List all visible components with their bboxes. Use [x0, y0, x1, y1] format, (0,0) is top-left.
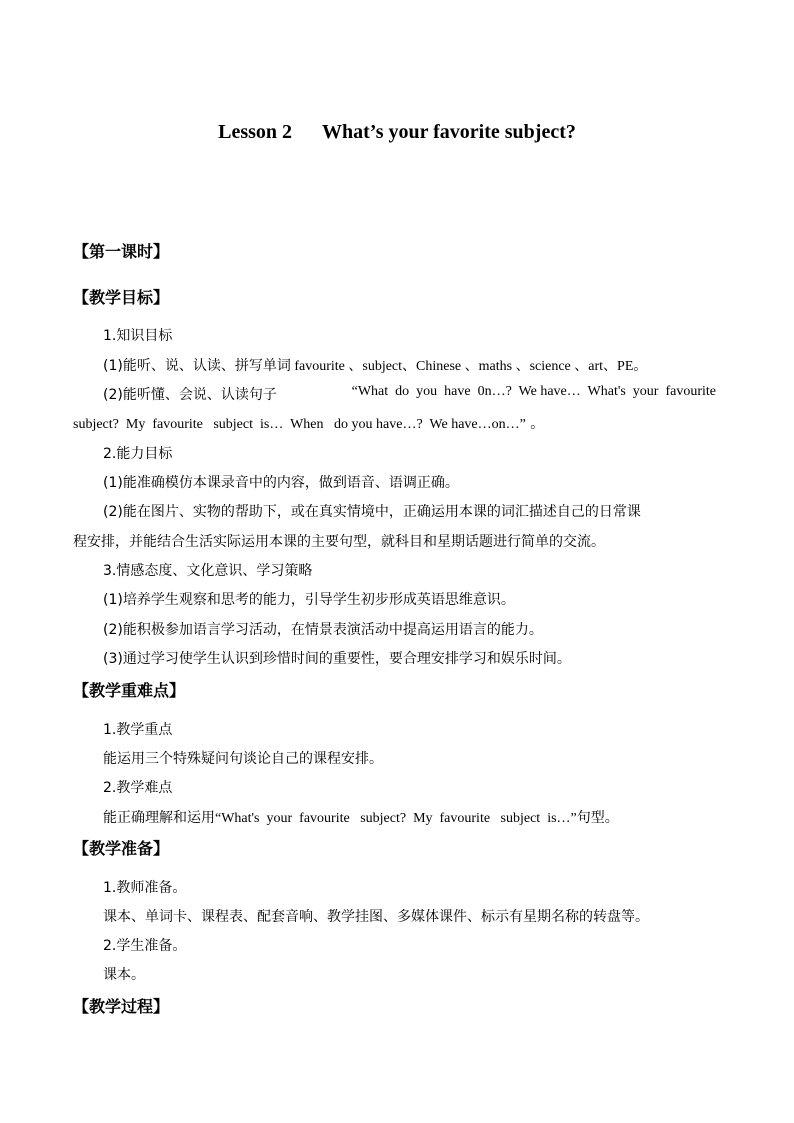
difficulty-prefix: 能正确理解和运用 [103, 810, 215, 826]
difficulty-end: 句型。 [576, 810, 619, 826]
difficulty-english: “What's your favourite subject? My favourite subject is…” [215, 811, 577, 826]
ability-item-2-line-1: (2)能在图片、实物的帮助下，或在真实情境中，正确运用本课的词汇描述自己的日常课 [103, 504, 641, 520]
knowledge-item-2-end: 。 [525, 416, 545, 432]
knowledge-item-1-end: 。 [633, 358, 648, 374]
knowledge-item-2-line-2 [73, 413, 544, 433]
focus-text: 能运用三个特殊疑问句谈论自己的课程安排。 [103, 751, 383, 767]
knowledge-item-1 [103, 355, 647, 375]
page-title [0, 121, 794, 144]
emotion-heading: 3.情感态度、文化意识、学习策略 [103, 563, 313, 579]
emotion-item-3: (3)通过学习使学生认识到珍惜时间的重要性，要合理安排学习和娱乐时间。 [103, 651, 571, 667]
knowledge-item-1-prefix: (1)能听、说、认读、拼写单词 [103, 358, 291, 374]
ability-heading: 2.能力目标 [103, 446, 173, 462]
emotion-item-2: (2)能积极参加语言学习活动，在情景表演活动中提高运用语言的能力。 [103, 622, 543, 638]
student-prep-heading: 2.学生准备。 [103, 938, 187, 954]
section-key-points: 【教学重难点】 [73, 681, 186, 700]
focus-heading: 1.教学重点 [103, 722, 173, 738]
teacher-prep-heading: 1.教师准备。 [103, 880, 187, 896]
section-process: 【教学过程】 [73, 997, 170, 1016]
student-prep-text: 课本。 [103, 967, 145, 983]
emotion-item-1: (1)培养学生观察和思考的能力，引导学生初步形成英语思维意识。 [103, 592, 515, 608]
knowledge-item-2-english-2: subject? My favourite subject is… When do you have…? We have…on…” [73, 417, 526, 432]
difficulty-text [103, 807, 619, 827]
section-period: 【第一课时】 [73, 242, 170, 261]
section-objectives: 【教学目标】 [73, 288, 170, 307]
lesson-number: Lesson 2 [218, 121, 293, 143]
ability-item-1: (1)能准确模仿本课录音中的内容，做到语音、语调正确。 [103, 475, 459, 491]
knowledge-heading: 1.知识目标 [103, 328, 173, 344]
section-preparation: 【教学准备】 [73, 839, 170, 858]
knowledge-item-2-prefix: (2)能听懂、会说、认读句子 [103, 387, 277, 403]
knowledge-item-2-line-1 [103, 384, 716, 404]
difficulty-heading: 2.教学难点 [103, 780, 173, 796]
teacher-prep-text: 课本、单词卡、课程表、配套音响、教学挂图、多媒体课件、标示有星期名称的转盘等。 [103, 909, 649, 925]
knowledge-item-2-english-1: “What do you have 0n…? We have… What's your favourite [351, 384, 716, 399]
knowledge-item-1-words: favourite 、subject、Chinese 、maths 、science 、art、PE [290, 359, 634, 374]
ability-item-2-line-2: 程安排，并能结合生活实际运用本课的主要句型，就科目和星期话题进行简单的交流。 [73, 534, 605, 550]
lesson-question: What’s your favorite subject? [322, 121, 576, 143]
